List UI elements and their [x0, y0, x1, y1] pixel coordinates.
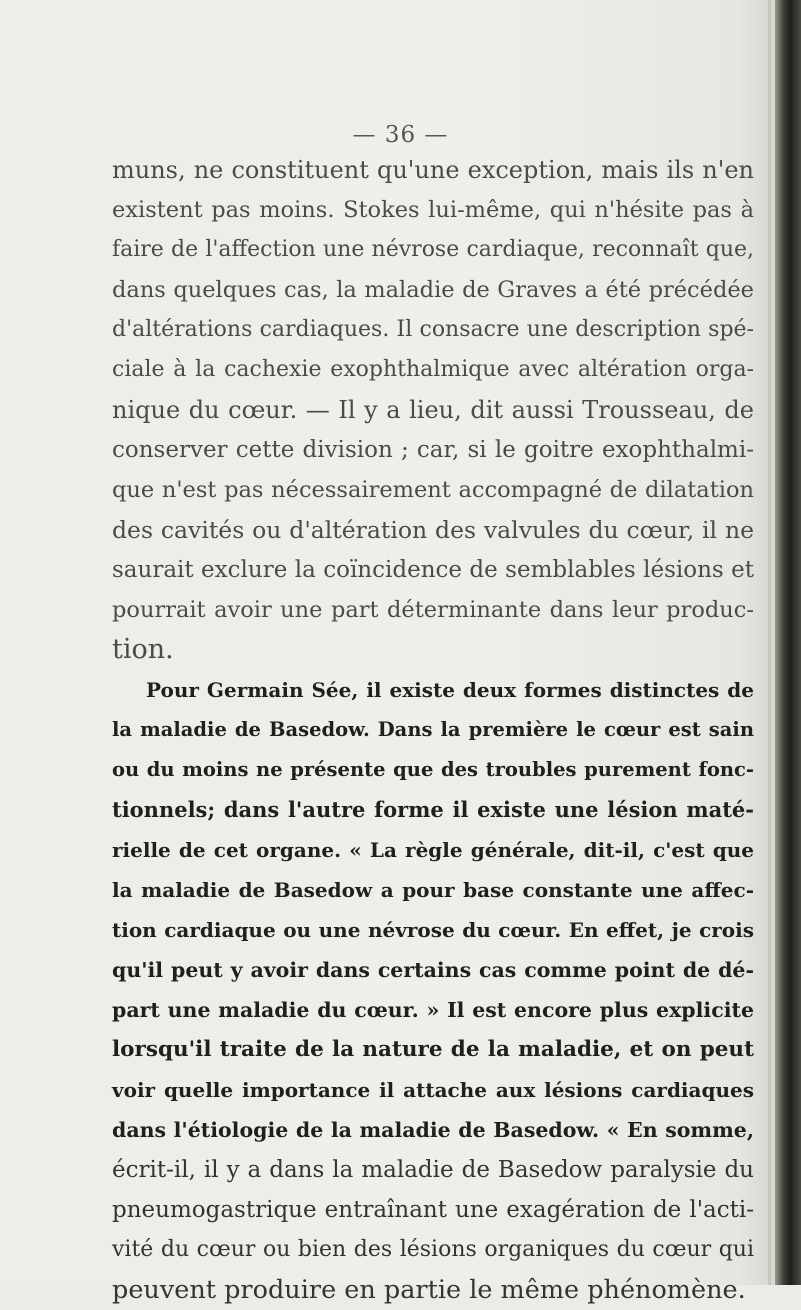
text-line: conserver cette division ; car, si le goitre exophthalmi-: [112, 437, 754, 463]
text-line: vité du cœur ou bien des lésions organiques du cœur qui: [112, 1237, 754, 1262]
text-line: part une maladie du cœur. » Il est encore plus explicite: [112, 998, 754, 1022]
text-line: Pour Germain Sée, il existe deux formes distinctes de: [146, 678, 754, 702]
text-line: peuvent produire en partie le même phénomène.: [112, 1275, 746, 1305]
text-line: rielle de cet organe. « La règle générale, dit-il, c'est que: [112, 838, 754, 862]
text-line: la maladie de Basedow. Dans la première le cœur est sain: [112, 718, 754, 741]
text-line: faire de l'affection une névrose cardiaque, reconnaît que,: [112, 237, 754, 262]
page-edge-stripe: [768, 0, 771, 1285]
text-line: pneumogastrique entraînant une exagération de l'acti-: [112, 1197, 754, 1223]
body-text: [112, 150, 754, 1310]
text-line: ciale à la cachexie exophthalmique avec altération orga-: [112, 357, 754, 382]
text-line: existent pas moins. Stokes lui-même, qui n'hésite pas à: [112, 197, 754, 223]
text-line: muns, ne constituent qu'une exception, mais ils n'en: [112, 156, 754, 184]
text-line: lorsqu'il traite de la nature de la maladie, et on peut: [112, 1037, 754, 1062]
text-line: que n'est pas nécessairement accompagné de dilatation: [112, 477, 754, 503]
text-line: écrit-il, il y a dans la maladie de Basedow paralysie du: [112, 1157, 754, 1183]
text-line: tionnels; dans l'autre forme il existe une lésion maté-: [112, 797, 754, 822]
book-binding-edge: [775, 0, 801, 1285]
text-line: la maladie de Basedow a pour base constante une affec-: [112, 878, 754, 902]
text-line: saurait exclure la coïncidence de semblables lésions et: [112, 557, 754, 583]
text-line: d'altérations cardiaques. Il consacre une description spé-: [112, 317, 754, 342]
text-line: voir quelle importance il attache aux lésions cardiaques: [112, 1078, 754, 1102]
text-line: ou du moins ne présente que des troubles purement fonc-: [112, 758, 754, 781]
text-line: dans quelques cas, la maladie de Graves a été précédée: [112, 277, 754, 303]
text-line: pourrait avoir une part déterminante dans leur produc-: [112, 597, 754, 623]
text-line: qu'il peut y avoir dans certains cas comme point de dé-: [112, 958, 754, 982]
page-number: — 36 —: [352, 122, 449, 148]
text-line: des cavités ou d'altération des valvules du cœur, il ne: [112, 516, 754, 544]
text-line: dans l'étiologie de la maladie de Basedow. « En somme,: [112, 1118, 754, 1142]
text-line: tion cardiaque ou une névrose du cœur. En effet, je crois: [112, 918, 754, 942]
text-line: tion.: [112, 634, 174, 665]
text-line: nique du cœur. — Il y a lieu, dit aussi Trousseau, de: [112, 396, 754, 424]
